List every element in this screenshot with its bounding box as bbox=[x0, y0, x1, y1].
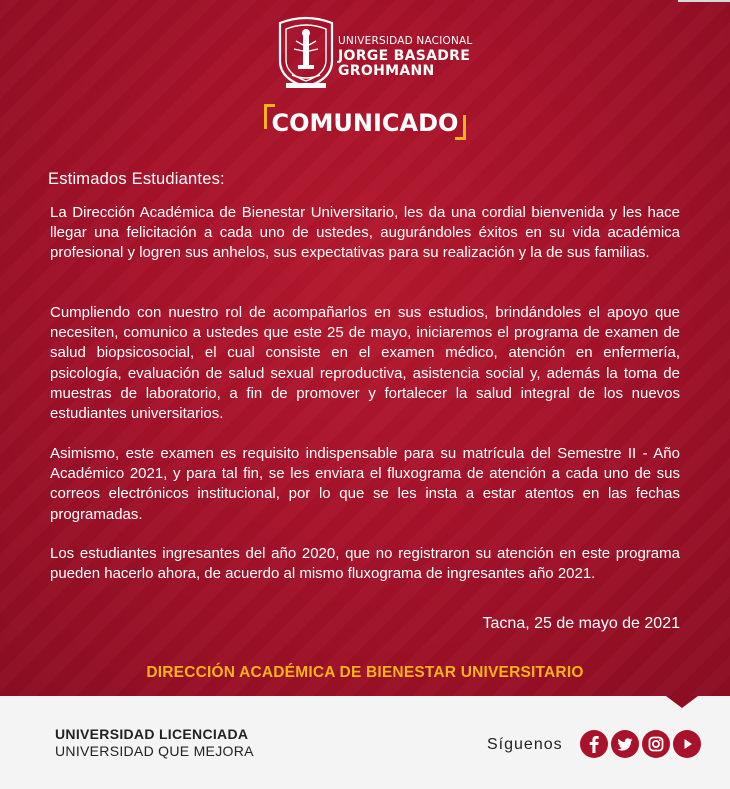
twitter-icon[interactable] bbox=[611, 730, 639, 758]
footer-slogan-line1: UNIVERSIDAD LICENCIADA bbox=[55, 726, 249, 742]
instagram-icon[interactable] bbox=[642, 730, 670, 758]
university-name-line1: UNIVERSIDAD NACIONAL bbox=[338, 35, 473, 47]
signature: DIRECCIÓN ACADÉMICA DE BIENESTAR UNIVERSITARIO bbox=[146, 664, 584, 681]
footer-slogan-line2: UNIVERSIDAD QUE MEJORA bbox=[55, 743, 254, 759]
follow-label: Síguenos bbox=[487, 736, 563, 753]
greeting: Estimados Estudiantes: bbox=[48, 170, 225, 188]
paragraph-2: Cumpliendo con nuestro rol de acompañarlos en sus estudios, brindándoles el apoyo que necesiten, comunico a ustedes que este 25 de mayo, iniciaremos el programa de examen de salud biopsicosocial, el cual consiste en el examen médico, atención en enfermería, psicología, evaluación de salud sexual reproductiva, asistencia social y, además la toma de muestras de laboratorio, a fin de promover y fortalecer la salud integral de los nuevos estudiantes universitarios. bbox=[50, 304, 680, 423]
page-title: COMUNICADO bbox=[271, 109, 459, 137]
corner-divider bbox=[678, 0, 730, 2]
date-line: Tacna, 25 de mayo de 2021 bbox=[482, 615, 680, 632]
university-name-line3: GROHMANN bbox=[338, 62, 435, 79]
title-block bbox=[264, 104, 466, 140]
paragraph-1: La Dirección Académica de Bienestar Universitario, les da una cordial bienvenida y les hace llegar una felicitación a cada uno de ustedes, augurándoles éxitos en su vida académica profesional y logren sus anhelos, sus expectativas para su realización y la de sus familias. bbox=[50, 204, 680, 262]
university-name bbox=[338, 36, 472, 78]
paragraph-3: Asimismo, este examen es requisito indispensable para su matrícula del Semestre II - Año Académico 2021, y para tal fin, se les enviara el fluxograma de atención a cada uno de sus correos electrónicos institucional, por lo que se les insta a estar atentos en las fechas programadas. bbox=[50, 445, 680, 523]
facebook-icon[interactable] bbox=[580, 730, 608, 758]
youtube-icon[interactable] bbox=[673, 730, 701, 758]
paragraph-4: Los estudiantes ingresantes del año 2020, que no registraron su atención en este programa pueden hacerlo ahora, de acuerdo al mismo fluxograma de ingresantes año 2021. bbox=[50, 545, 680, 583]
university-seal-icon bbox=[276, 15, 336, 91]
university-name-line2: JORGE BASADRE bbox=[338, 47, 471, 64]
banner-notch bbox=[666, 696, 698, 708]
